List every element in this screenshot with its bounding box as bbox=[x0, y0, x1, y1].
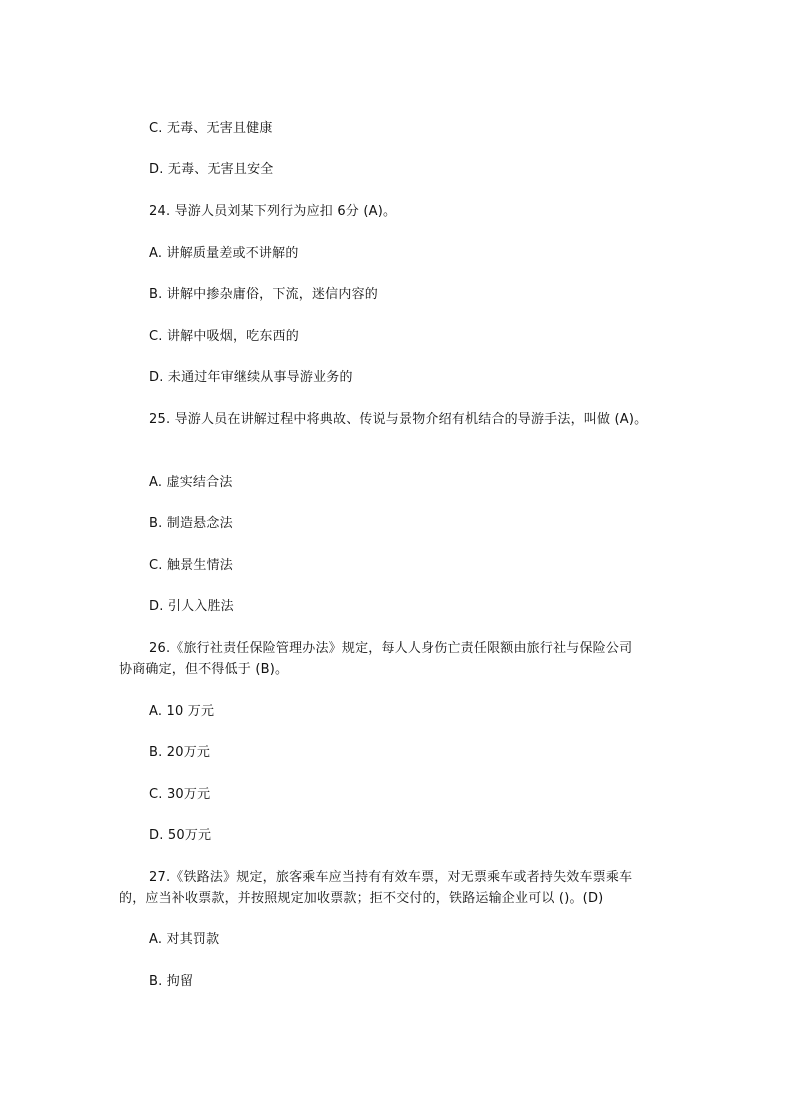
option-b: B. 讲解中掺杂庸俗，下流，迷信内容的 bbox=[149, 287, 378, 302]
option-d: D. 未通过年审继续从事导游业务的 bbox=[149, 370, 353, 385]
option-d: D. 无毒、无害且安全 bbox=[149, 162, 274, 177]
option-b: B. 拘留 bbox=[149, 974, 194, 989]
option-b: B. 20万元 bbox=[149, 745, 211, 760]
option-b: B. 制造悬念法 bbox=[149, 516, 233, 531]
option-c: C. 无毒、无害且健康 bbox=[149, 121, 273, 136]
option-a: A. 讲解质量差或不讲解的 bbox=[149, 246, 299, 261]
option-d: D. 50万元 bbox=[149, 828, 212, 843]
option-c: C. 讲解中吸烟，吃东西的 bbox=[149, 329, 299, 344]
option-c: C. 触景生情法 bbox=[149, 558, 233, 573]
option-a: A. 虚实结合法 bbox=[149, 475, 233, 490]
question-27: 27.《铁路法》规定，旅客乘车应当持有有效车票，对无票乘车或者持失效车票乘车 bbox=[149, 870, 633, 885]
option-a: A. 对其罚款 bbox=[149, 932, 220, 947]
option-c: C. 30万元 bbox=[149, 787, 211, 802]
option-a: A. 10 万元 bbox=[149, 704, 215, 719]
question-27-continued: 的，应当补收票款，并按照规定加收票款；拒不交付的，铁路运输企业可以 ()。(D) bbox=[119, 891, 604, 906]
question-24: 24. 导游人员刘某下列行为应扣 6分 (A)。 bbox=[149, 204, 397, 219]
option-d: D. 引人入胜法 bbox=[149, 599, 234, 614]
question-26-continued: 协商确定，但不得低于 (B)。 bbox=[119, 662, 289, 677]
question-26: 26.《旅行社责任保险管理办法》规定，每人人身伤亡责任限额由旅行社与保险公司 bbox=[149, 641, 633, 656]
question-25: 25. 导游人员在讲解过程中将典故、传说与景物介绍有机结合的导游手法，叫做 (A)。 bbox=[149, 412, 648, 427]
